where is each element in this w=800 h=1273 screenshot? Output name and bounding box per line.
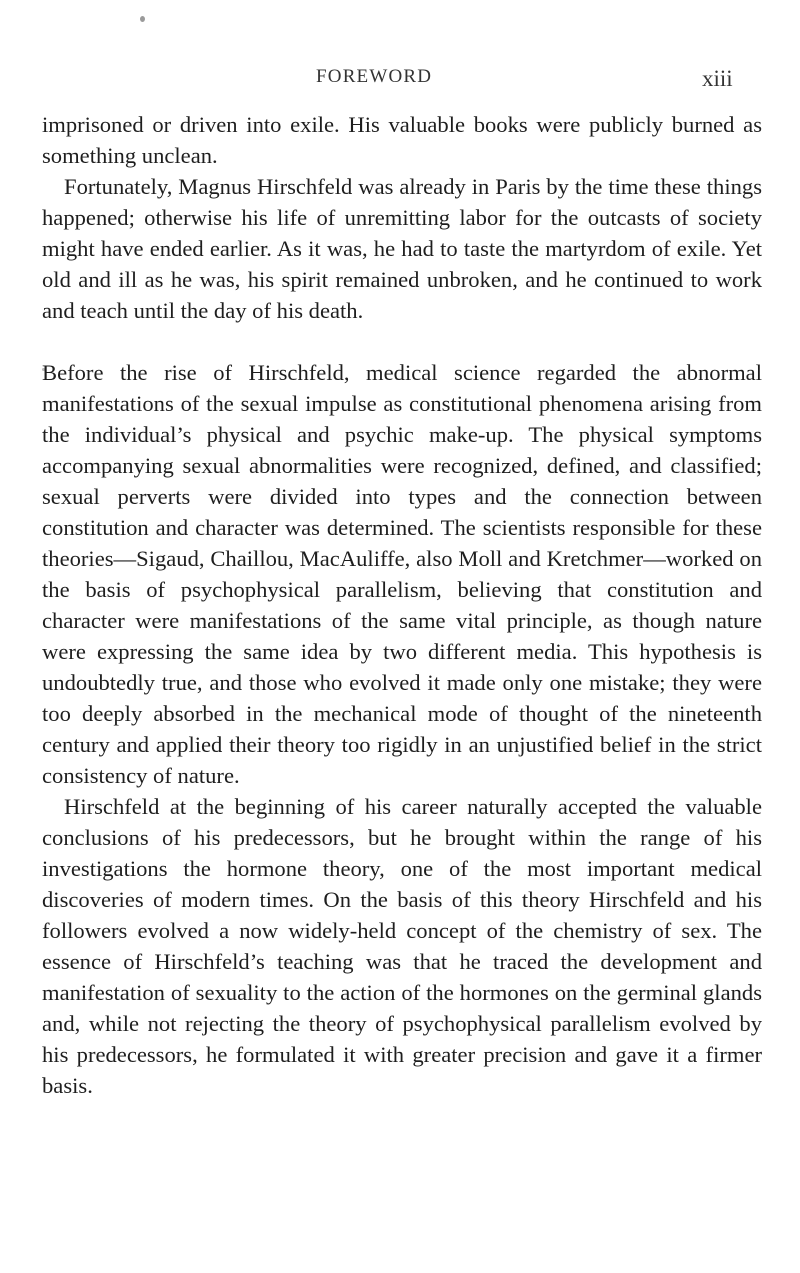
running-head-title: FOREWORD bbox=[316, 66, 433, 87]
paragraph-continued: imprisoned or driven into exile. His valuable books were publicly burned as something unclean. bbox=[42, 112, 762, 168]
paragraph: Hirschfeld at the beginning of his career naturally accepted the valuable conclusions of his predecessors, but he brought within the range of his investigations the hormone theory, one of the most important medical discoveries of modern times. On the basis of this theory Hirschfeld and his followers evolved a now widely-held concept of the chemistry of sex. The essence of Hirschfeld’s teaching was that he traced the development and manifestation of sexuality to the action of the hormones on the germinal glands and, while not rejecting the theory of psychophysical parallelism evolved by his predecessors, he formulated it with greater precision and gave it a firmer basis. bbox=[42, 794, 762, 1098]
body-text bbox=[42, 109, 762, 1101]
page-number: xiii bbox=[702, 66, 733, 91]
paragraph-section-start: Before the rise of Hirschfeld, medical science regarded the abnormal manifestations of the sexual impulse as constitutional phenomena arising from the individual’s physical and psychic make-up. The physical symptoms accompanying sexual abnormalities were recognized, defined, and classified; sexual perverts were divided into types and the connection between constitution and character was determined. The scientists responsible for these theories—Sigaud, Chaillou, MacAuliffe, also Moll and Kretchmer—worked on the basis of psychophysical parallelism, believing that constitution and character were manifestations of the same vital principle, as though nature were expressing the same idea by two different media. This hypothesis is undoubtedly true, and those who evolved it made only one mistake; they were too deeply absorbed in the mechanical mode of thought of the nineteenth century and applied their theory too rigidly in an unjustified belief in the strict consistency of nature. bbox=[42, 360, 762, 788]
ink-speck bbox=[140, 16, 145, 22]
paragraph: Fortunately, Magnus Hirschfeld was already in Paris by the time these things happened; otherwise his life of unremitting labor for the outcasts of society might have ended earlier. As it was, he had to taste the martyrdom of exile. Yet old and ill as he was, his spirit remained unbroken, and he continued to work and teach until the day of his death. bbox=[42, 174, 762, 323]
running-head bbox=[0, 66, 800, 96]
